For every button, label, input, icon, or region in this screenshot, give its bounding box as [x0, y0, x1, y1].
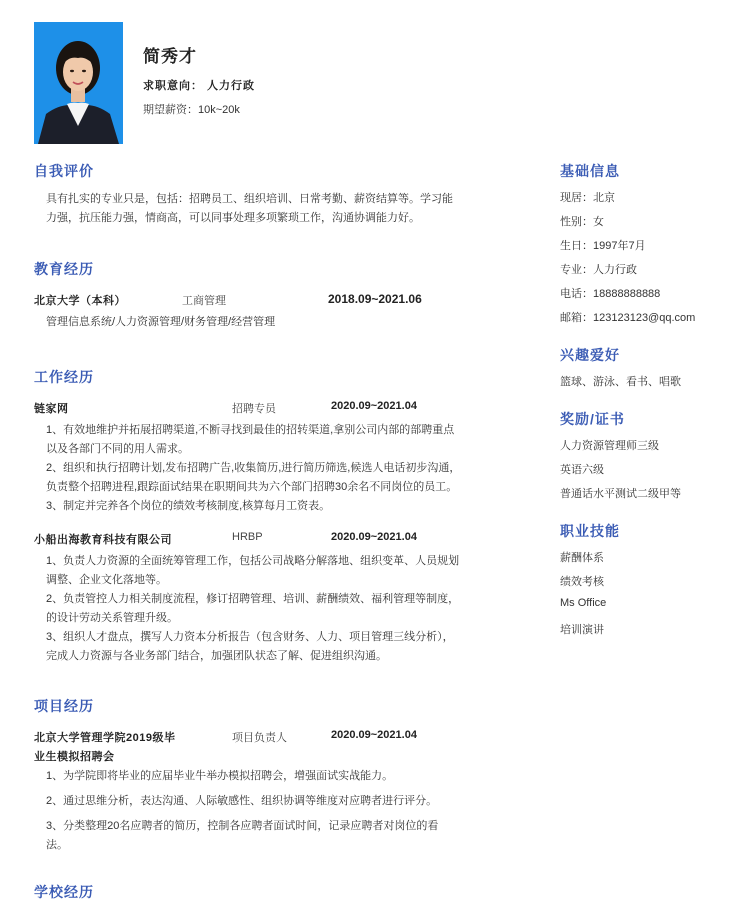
job-date: 2020.09~2021.04 — [331, 400, 417, 412]
job-desc-line: 的设计劳动关系管理升级。 — [46, 612, 178, 624]
basic-info-item: 现居：北京 — [560, 192, 615, 204]
section-title-self-eval: 自我评价 — [34, 163, 94, 179]
project-role: 项目负责人 — [232, 732, 287, 744]
education-major: 工商管理 — [182, 295, 226, 307]
section-title-awards: 奖励/证书 — [560, 411, 625, 427]
skill-item: 培训演讲 — [560, 624, 604, 636]
basic-info-item: 专业：人力行政 — [560, 264, 637, 276]
job-desc-line: 2、负责管控人力相关制度流程，修订招聘管理、培训、薪酬绩效、福利管理等制度， — [46, 593, 460, 605]
job-company: 链家网 — [34, 403, 69, 415]
award-item: 普通话水平测试二级甲等 — [560, 488, 681, 500]
job-company: 小船出海教育科技有限公司 — [34, 534, 172, 546]
job-desc-line: 3、组织人才盘点，撰写人力资本分析报告（包含财务、人力、项目管理三线分析）， — [46, 631, 454, 643]
section-title-school: 学校经历 — [34, 884, 94, 900]
section-title-basic: 基础信息 — [560, 163, 620, 179]
profile-photo — [34, 22, 123, 144]
basic-info-item: 电话：18888888888 — [560, 288, 661, 300]
project-date: 2020.09~2021.04 — [331, 729, 417, 741]
section-title-skills: 职业技能 — [560, 523, 620, 539]
skill-item: 薪酬体系 — [560, 552, 604, 564]
education-courses: 管理信息系统/人力资源管理/财务管理/经营管理 — [46, 316, 276, 328]
project-desc-line: 3、分类整理20名应聘者的简历，控制各应聘者面试时间，记录应聘者对岗位的看 — [46, 820, 439, 832]
job-desc-line: 以及各部门不同的用人需求。 — [46, 443, 189, 455]
section-title-project: 项目经历 — [34, 698, 94, 714]
job-desc-line: 1、有效地维护并拓展招聘渠道,不断寻找到最佳的招转渠道,拿别公司内部的部聘重点 — [46, 424, 455, 436]
award-item: 人力资源管理师三级 — [560, 440, 659, 452]
project-name-cont: 业生模拟招聘会 — [34, 751, 115, 763]
project-name: 北京大学管理学院2019级毕 — [34, 732, 176, 744]
job-desc-line: 3、制定并完养各个岗位的绩效考核制度,核算每月工资表。 — [46, 500, 331, 512]
job-role: 招聘专员 — [232, 403, 276, 415]
skill-item: 绩效考核 — [560, 576, 604, 588]
self-eval-line: 力强，抗压能力强，情商高，可以同事处理多项繁琐工作，沟通协调能力好。 — [46, 212, 420, 224]
job-desc-line: 2、组织和执行招聘计划,发布招聘广告,收集简历,进行简历筛选,候选人电话初步沟通， — [46, 462, 461, 474]
project-desc-line: 2、通过思维分析，表达沟通、人际敏感性、组织协调等维度对应聘者进行评分。 — [46, 795, 438, 807]
basic-info-item: 性别：女 — [560, 216, 604, 228]
self-eval-line: 具有扎实的专业只是，包括：招聘员工、组织培训、日常考勤、薪资结算等。学习能 — [46, 193, 453, 205]
expected-salary: 期望薪资：10k~20k — [143, 104, 240, 116]
job-desc-line: 1、负责人力资源的全面统筹管理工作，包括公司战略分解落地、组织变革、人员规划 — [46, 555, 460, 567]
job-desc-line: 调整、企业文化落地等。 — [46, 574, 167, 586]
job-role: HRBP — [232, 531, 263, 543]
project-desc-line: 1、为学院即将毕业的应届毕业牛举办模拟招聘会，增强面试实战能力。 — [46, 770, 394, 782]
project-desc-line: 法。 — [46, 839, 68, 851]
education-date: 2018.09~2021.06 — [328, 292, 422, 306]
skill-item: Ms Office — [560, 597, 607, 609]
hobby-text: 篮球、游泳、看书、唱歌 — [560, 376, 681, 388]
basic-info-item: 邮箱：123123123@qq.com — [560, 312, 696, 324]
education-school: 北京大学（本科） — [34, 295, 126, 307]
job-desc-line: 负责整个招聘进程,跟踪面试结果在职期间共为六个部门招聘30余名不同岗位的员工。 — [46, 481, 458, 493]
section-title-education: 教育经历 — [34, 261, 94, 277]
award-item: 英语六级 — [560, 464, 604, 476]
job-intent: 求职意向： 人力行政 — [143, 80, 256, 92]
job-date: 2020.09~2021.04 — [331, 531, 417, 543]
section-title-hobby: 兴趣爱好 — [560, 347, 620, 363]
job-desc-line: 完成人力资源与各业务部门结合，加强团队状态了解、促进组织沟通。 — [46, 650, 387, 662]
basic-info-item: 生日：1997年7月 — [560, 240, 646, 252]
candidate-name: 简秀才 — [143, 47, 197, 66]
section-title-work: 工作经历 — [34, 369, 94, 385]
